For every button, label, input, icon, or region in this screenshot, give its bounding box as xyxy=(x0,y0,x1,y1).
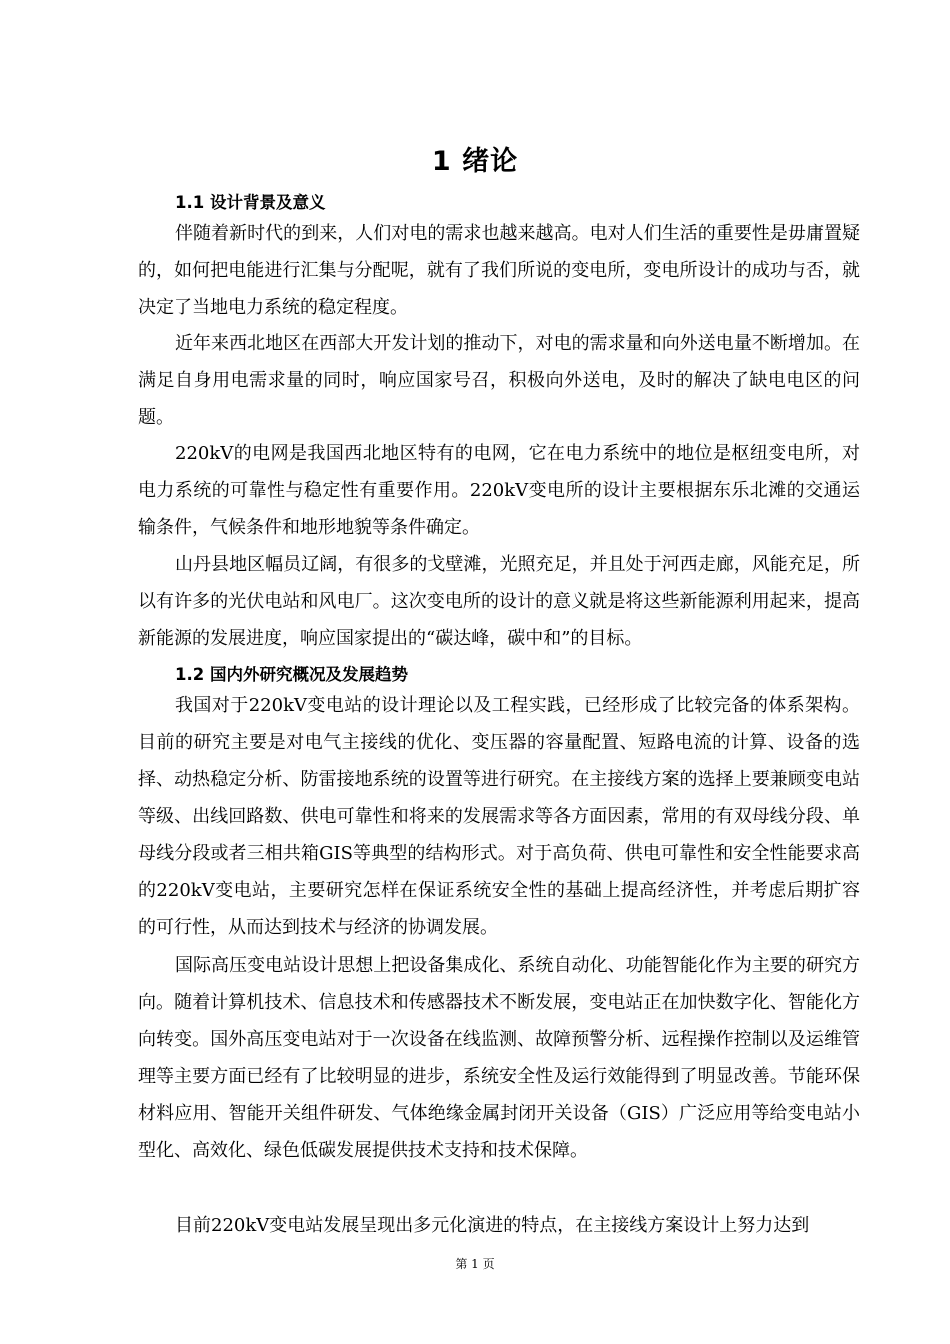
section-heading-1-2: 1.2 国内外研究概况及发展趋势 xyxy=(175,665,408,684)
paragraph: 近年来西北地区在西部大开发计划的推动下，对电的需求量和向外送电量不断增加。在满足自身用电需求量的同时，响应国家号召，积极向外送电，及时的解决了缺电电区的问题。 xyxy=(138,333,860,428)
section-heading-1-1: 1.1 设计背景及意义 xyxy=(175,193,326,212)
page-number: 第 1 页 xyxy=(455,1257,495,1271)
paragraph: 220kV的电网是我国西北地区特有的电网，它在电力系统中的地位是枢纽变电所，对电力系统的可靠性与稳定性有重要作用。220kV变电所的设计主要根据东乐北滩的交通运输条件，气候条件和地形地貌等条件确定。 xyxy=(138,443,860,538)
paragraph: 伴随着新时代的到来，人们对电的需求也越来越高。电对人们生活的重要性是毋庸置疑的，如何把电能进行汇集与分配呢，就有了我们所说的变电所，变电所设计的成功与否，就决定了当地电力系统的稳定程度。 xyxy=(138,223,860,318)
chapter-title: 1 绪论 xyxy=(431,146,519,177)
paragraph: 我国对于220kV变电站的设计理论以及工程实践，已经形成了比较完备的体系架构。目前的研究主要是对电气主接线的优化、变压器的容量配置、短路电流的计算、设备的选择、动热稳定分析、防雷接地系统的设置等进行研究。在主接线方案的选择上要兼顾变电站等级、出线回路数、供电可靠性和将来的发展需求等各方面因素，常用的有双母线分段、单母线分段或者三相共箱GIS等典型的结构形式。对于高负荷、供电可靠性和安全性能要求高的220kV变电站，主要研究怎样在保证系统安全性的基础上提高经济性，并考虑后期扩容的可行性，从而达到技术与经济的协调发展。 xyxy=(138,695,860,938)
paragraph: 山丹县地区幅员辽阔，有很多的戈壁滩，光照充足，并且处于河西走廊，风能充足，所以有许多的光伏电站和风电厂。这次变电所的设计的意义就是将这些新能源利用起来，提高新能源的发展进度，响应国家提出的“碳达峰，碳中和”的目标。 xyxy=(138,554,860,649)
paragraph: 国际高压变电站设计思想上把设备集成化、系统自动化、功能智能化作为主要的研究方向。随着计算机技术、信息技术和传感器技术不断发展，变电站正在加快数字化、智能化方向转变。国外高压变电站对于一次设备在线监测、故障预警分析、远程操作控制以及运维管理等主要方面已经有了比较明显的进步，系统安全性及运行效能得到了明显改善。节能环保材料应用、智能开关组件研发、气体绝缘金属封闭开关设备（GIS）广泛应用等给变电站小型化、高效化、绿色低碳发展提供技术支持和技术保障。 xyxy=(138,955,860,1161)
paragraph: 目前220kV变电站发展呈现出多元化演进的特点，在主接线方案设计上努力达到 xyxy=(175,1215,810,1236)
